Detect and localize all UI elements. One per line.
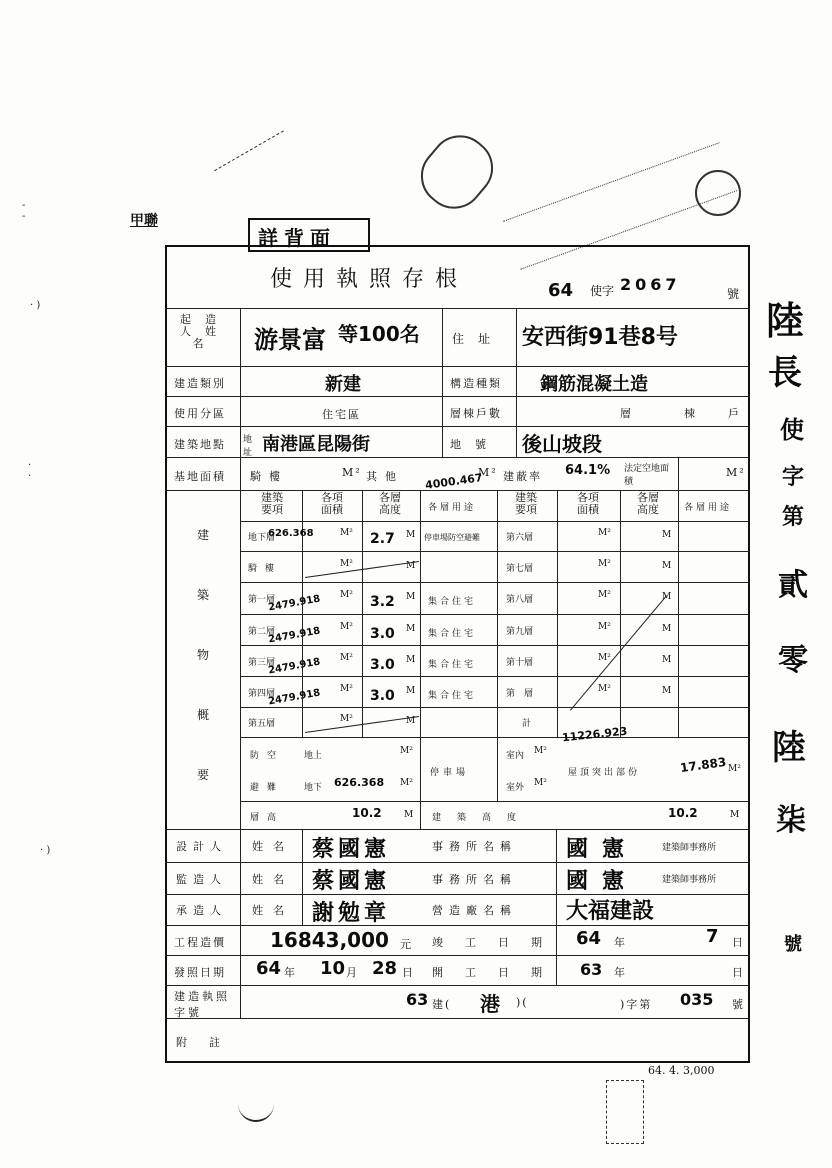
- m2-l3: M²: [340, 622, 353, 632]
- margin-char-0: 陸: [766, 299, 805, 343]
- col-area-right: 各項面積: [577, 491, 599, 517]
- building-summary-label: 建築物概要: [196, 528, 209, 782]
- margin-char-6: 零: [778, 643, 808, 678]
- issue-day: 28: [372, 958, 398, 979]
- m2-r0: M²: [598, 528, 611, 538]
- floor-height-label: 層高: [250, 813, 285, 823]
- page-mark: 甲聯: [130, 213, 158, 229]
- zone-value: 住宅區: [322, 408, 361, 421]
- floor-left-2: 第一層: [248, 595, 276, 605]
- zone-label: 使用分區: [174, 407, 226, 420]
- area-unit-2: M²: [478, 466, 498, 479]
- ground-unit: M²: [400, 746, 413, 756]
- m-l1: M: [406, 561, 416, 571]
- issue-day-label: 日: [402, 966, 415, 979]
- site-address: 南港區昆陽街: [262, 434, 370, 455]
- m2-r5: M²: [598, 684, 611, 694]
- floor-use-4: 集合住宅: [428, 660, 477, 670]
- outdoor-label: 室外: [506, 783, 525, 793]
- margin-char-7: 陸: [772, 728, 806, 768]
- floor-height-unit: M: [404, 810, 414, 820]
- area-other-label: 其他: [366, 470, 404, 483]
- remarks-label: 附註: [176, 1036, 242, 1049]
- issue-month: 10: [320, 958, 346, 979]
- contractor-name-label: 姓名: [252, 904, 294, 917]
- circular-seal: [695, 170, 741, 216]
- address-value: 安西街91巷8号: [522, 325, 678, 350]
- start-day-label: 日: [732, 966, 745, 979]
- start-year: 63: [580, 960, 603, 979]
- permit-mid3: )字第: [620, 998, 653, 1011]
- permit-number-suffix: 號: [727, 287, 740, 301]
- start-year-label: 年: [614, 966, 627, 979]
- building-height-unit: M: [730, 810, 740, 820]
- m-l2: M: [406, 592, 416, 602]
- building-type-label: 建造類別: [174, 377, 226, 390]
- scan-noise: · ·: [28, 460, 32, 482]
- site-lot-label: 地號: [450, 438, 500, 451]
- applicant-label: 起造人姓名: [180, 313, 230, 351]
- permit-label: 建造執照字號: [174, 990, 230, 1019]
- margin-char-9: 號: [784, 934, 802, 955]
- m2-l5: M²: [340, 684, 353, 694]
- floor-left-5: 第四層: [248, 689, 276, 699]
- site-prefix: 地址: [243, 435, 253, 458]
- parking-label: 停車場: [430, 768, 470, 778]
- area-unit-3: M²: [726, 466, 746, 479]
- indoor-unit: M²: [534, 746, 547, 756]
- area-other-value: 4000.467: [424, 471, 484, 492]
- m-l4: M: [406, 655, 416, 665]
- permit-num: 035: [680, 990, 714, 1009]
- margin-char-1: 長: [768, 353, 802, 393]
- contractor-company: 大福建設: [566, 899, 655, 924]
- m2-l2: M²: [340, 590, 353, 600]
- m2-r1: M²: [598, 559, 611, 569]
- start-label: 開工日期: [432, 966, 564, 979]
- m-r2: M: [662, 592, 672, 602]
- scan-noise: · ): [40, 845, 51, 856]
- floor-left-1: 騎樓: [248, 564, 283, 574]
- margin-char-8: 柒: [776, 803, 806, 838]
- floor-right-1: 第七層: [506, 564, 534, 574]
- issue-year-label: 年: [284, 966, 297, 979]
- floor-right-0: 第六層: [506, 533, 534, 543]
- site-lot: 後山坡段: [522, 432, 602, 456]
- m2-l4: M²: [340, 653, 353, 663]
- col-use-left: 各層用途: [428, 503, 477, 513]
- col-items-left: 建築要項: [261, 491, 283, 517]
- floor-use-3: 集合住宅: [428, 629, 477, 639]
- m-r4: M: [662, 655, 672, 665]
- permit-number: 2067: [620, 275, 681, 294]
- floors-unit-1: 層: [620, 407, 633, 420]
- roof-value: 17.883: [679, 754, 728, 776]
- supervisor-firm-label: 事務所名稱: [432, 873, 517, 886]
- permit-mid2: )(: [516, 996, 529, 1009]
- m-r3: M: [662, 624, 672, 634]
- floor-right-2: 第八層: [506, 595, 534, 605]
- supervisor-name: 蔡國憲: [312, 869, 391, 894]
- floor-right-3: 第九層: [506, 627, 534, 637]
- m2-r3: M²: [598, 622, 611, 632]
- underground-label: 地下: [304, 783, 323, 793]
- completion-label: 竣工日期: [432, 936, 564, 949]
- permit-mid: 建(: [432, 998, 452, 1011]
- floor-area-3: 2479.918: [267, 625, 322, 646]
- area-label: 基地面積: [174, 470, 226, 483]
- m-r1: M: [662, 561, 672, 571]
- indoor-label: 室內: [506, 751, 525, 761]
- contractor-name: 謝勉章: [312, 901, 391, 926]
- outdoor-unit: M²: [534, 778, 547, 788]
- margin-char-2: 使: [780, 416, 804, 444]
- permit-char: 港: [480, 992, 500, 1016]
- shelter-label-1: 防空: [250, 751, 285, 761]
- open-space-label: 法定空地面積: [624, 464, 670, 487]
- designer-name: 蔡國憲: [312, 837, 391, 862]
- floor-area-0: 626.368: [268, 528, 314, 539]
- col-area-left: 各項面積: [321, 491, 343, 517]
- ground-label: 地上: [304, 751, 323, 761]
- completion-year-label: 年: [614, 936, 627, 949]
- floor-left-6: 第五層: [248, 719, 276, 729]
- contractor-label: 承造人: [176, 904, 227, 917]
- cost-value: 16843,000: [270, 928, 389, 952]
- floors-unit-3: 戶: [728, 407, 741, 420]
- permit-suffix: 號: [732, 998, 745, 1011]
- supervisor-firm-suffix: 建築師事務所: [662, 875, 717, 885]
- total-area: 11226.923: [561, 724, 628, 745]
- structure-label: 構造種類: [450, 377, 502, 390]
- floor-height-3: 3.0: [370, 626, 395, 642]
- address-label: 住址: [452, 332, 505, 346]
- designer-firm: 國憲: [566, 837, 639, 862]
- completion-day-label: 日: [732, 936, 745, 949]
- floor-height-4: 3.0: [370, 657, 395, 673]
- contractor-company-label: 營造廠名稱: [432, 904, 517, 917]
- margin-char-5: 貳: [778, 568, 808, 603]
- roof-label: 屋頂突出部份: [568, 768, 641, 778]
- col-use-right: 各層用途: [684, 503, 733, 513]
- building-height-value: 10.2: [668, 806, 698, 820]
- print-info: 64. 4. 3,000: [648, 1064, 715, 1077]
- floor-left-0: 地下層: [248, 533, 276, 543]
- m-r0: M: [662, 530, 672, 540]
- issue-year: 64: [256, 958, 282, 979]
- supervisor-label: 監造人: [176, 873, 227, 886]
- floors-label: 層棟戶數: [450, 407, 502, 420]
- m2-r4: M²: [598, 653, 611, 663]
- floor-height-2: 3.2: [370, 594, 395, 610]
- building-height-label: 建築高度: [432, 813, 533, 823]
- m-l3: M: [406, 624, 416, 634]
- applicant-name: 游景富: [254, 326, 326, 354]
- m2-r2: M²: [598, 590, 611, 600]
- back-side-stamp-text: 詳背面: [258, 226, 336, 250]
- floor-area-2: 2479.918: [267, 593, 322, 614]
- diagonal-stamp-left: [214, 130, 286, 174]
- m-l6: M: [406, 716, 416, 726]
- col-height-right: 各層高度: [637, 491, 659, 517]
- scan-noise: - -: [22, 200, 26, 222]
- form-title: 使用執照存根: [270, 267, 469, 292]
- structure-value: 鋼筋混凝土造: [540, 374, 648, 395]
- cost-label: 工程造價: [174, 936, 226, 949]
- designer-label: 設計人: [176, 840, 227, 853]
- underground-unit: M²: [400, 778, 413, 788]
- bottom-seal: [606, 1080, 644, 1144]
- col-height-left: 各層高度: [379, 491, 401, 517]
- underground-value: 626.368: [334, 776, 385, 789]
- cost-unit: 元: [400, 938, 413, 951]
- area-unit-1: M²: [342, 466, 362, 479]
- margin-char-3: 字: [782, 465, 805, 490]
- m2-l1: M²: [340, 559, 353, 569]
- floor-height-0: 2.7: [370, 531, 395, 547]
- building-type-value: 新建: [325, 374, 361, 395]
- floor-left-3: 第二層: [248, 627, 276, 637]
- coverage-label: 建蔽率: [503, 470, 542, 483]
- permit-number-prefix: 64: [548, 280, 574, 301]
- floor-area-5: 2479.918: [267, 687, 322, 708]
- roof-unit: M²: [728, 764, 741, 774]
- coverage-value: 64.1%: [565, 463, 611, 478]
- floor-right-total: 計: [522, 719, 532, 729]
- issue-label: 發照日期: [174, 966, 226, 979]
- floors-unit-2: 棟: [684, 407, 697, 420]
- floor-use-0: 停車場防空避難: [424, 533, 480, 542]
- diagonal-stamp-top: [409, 123, 506, 221]
- site-label: 建築地點: [174, 438, 226, 451]
- issue-month-label: 月: [346, 966, 359, 979]
- floor-height-5: 3.0: [370, 688, 395, 704]
- designer-name-label: 姓名: [252, 840, 294, 853]
- shelter-label-2: 避難: [250, 783, 285, 793]
- floor-area-4: 2479.918: [267, 656, 322, 677]
- margin-char-4: 第: [782, 505, 805, 530]
- supervisor-name-label: 姓名: [252, 873, 294, 886]
- completion-month: 7: [706, 926, 719, 947]
- area-arcade-label: 騎樓: [250, 470, 288, 483]
- m-r5: M: [662, 686, 672, 696]
- m2-l6: M²: [340, 714, 353, 724]
- floor-right-4: 第十層: [506, 658, 534, 668]
- m2-l0: M²: [340, 528, 353, 538]
- floor-left-4: 第三層: [248, 658, 276, 668]
- applicant-note: 等100名: [338, 322, 420, 346]
- supervisor-firm: 國憲: [566, 869, 639, 894]
- completion-year: 64: [576, 928, 602, 949]
- designer-firm-suffix: 建築師事務所: [662, 843, 717, 853]
- floor-right-5: 第 層: [506, 689, 534, 699]
- permit-year: 63: [406, 990, 429, 1009]
- designer-firm-label: 事務所名稱: [432, 840, 517, 853]
- col-items-right: 建築要項: [515, 491, 537, 517]
- floor-use-2: 集合住宅: [428, 597, 477, 607]
- m-l5: M: [406, 686, 416, 696]
- permit-number-mid: 使字: [590, 284, 615, 298]
- scan-noise: · ): [30, 300, 41, 311]
- bottom-signature: [238, 1090, 274, 1122]
- floor-use-5: 集合住宅: [428, 691, 477, 701]
- floor-height-value: 10.2: [352, 806, 382, 820]
- m-l0: M: [406, 530, 416, 540]
